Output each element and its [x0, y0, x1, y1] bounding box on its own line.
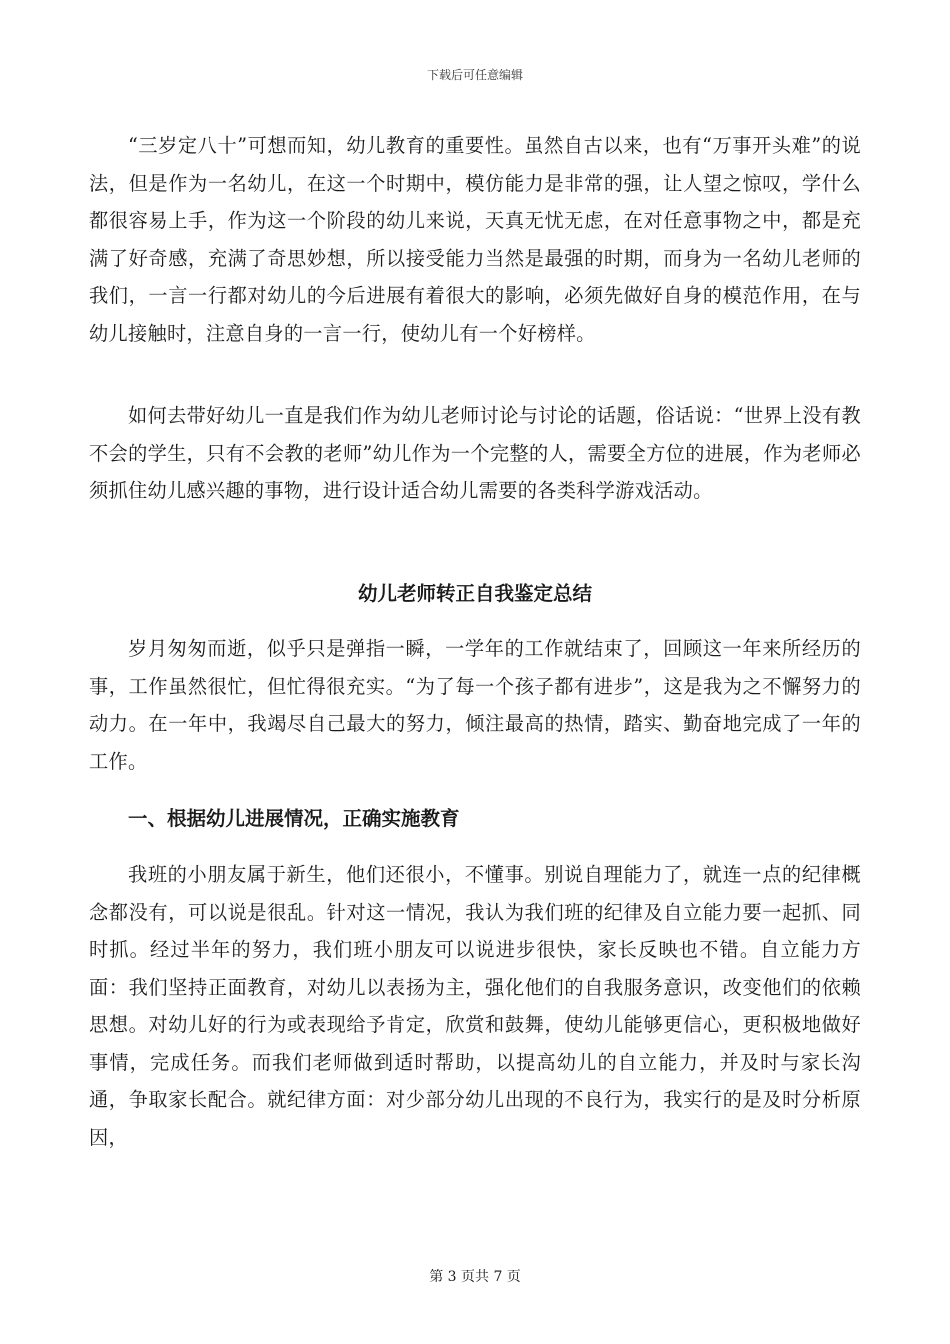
paragraph-review: 岁月匆匆而逝，似乎只是弹指一瞬，一学年的工作就结束了，回顾这一年来所经历的事，工作虽然很忙，但忙得很充实。“为了每一个孩子都有进步”，这是我为之不懈努力的动力。在一年中，我竭尽自己最大的努力，倾注最高的热情，踏实、勤奋地完成了一年的工作。	[89, 637, 861, 773]
paragraph-intro: “三岁定八十”可想而知，幼儿教育的重要性。虽然自古以来，也有“万事开头难”的说法，但是作为一名幼儿，在这一个时期中，模仿能力是非常的强，让人望之惊叹，学什么都很容易上手，作为这一个阶段的幼儿来说，天真无忧无虑，在对任意事物之中，都是充满了好奇感，充满了奇思妙想，所以接受能力当然是最强的时期，而身为一名幼儿老师的我们，一言一行都对幼儿的今后进展有着很大的影响，必须先做好自身的模范作用，在与幼儿接触时，注意自身的一言一行，使幼儿有一个好榜样。	[89, 134, 861, 345]
page-header-note: 下载后可任意编辑	[426, 68, 523, 82]
document-title: 幼儿老师转正自我鉴定总结	[357, 582, 592, 605]
paragraph-section-1: 我班的小朋友属于新生，他们还很小，不懂事。别说自理能力了，就连一点的纪律概念都没有，可以说是很乱。针对这一情况，我认为我们班的纪律及自立能力要一起抓、同时抓。经过半年的努力，我们班小朋友可以说进步很快，家长反映也不错。自立能力方面：我们坚持正面教育，对幼儿以表扬为主，强化他们的自我服务意识，改变他们的依赖思想。对幼儿好的行为或表现给予肯定，欣赏和鼓舞，使幼儿能够更信心，更积极地做好事情，完成任务。而我们老师做到适时帮助，以提高幼儿的自立能力，并及时与家长沟通，争取家长配合。就纪律方面：对少部分幼儿出现的不良行为，我实行的是及时分析原因，	[89, 863, 861, 1149]
page-number: 第 3 页共 7 页	[429, 1269, 521, 1285]
paragraph-teaching: 如何去带好幼儿一直是我们作为幼儿老师讨论与讨论的话题，俗话说：“世界上没有教不会的学生，只有不会教的老师”幼儿作为一个完整的人，需要全方位的进展，作为老师必须抓住幼儿感兴趣的事物，进行设计适合幼儿需要的各类科学游戏活动。	[89, 404, 861, 502]
section-heading-1: 一、根据幼儿进展情况，正确实施教育	[128, 807, 460, 830]
